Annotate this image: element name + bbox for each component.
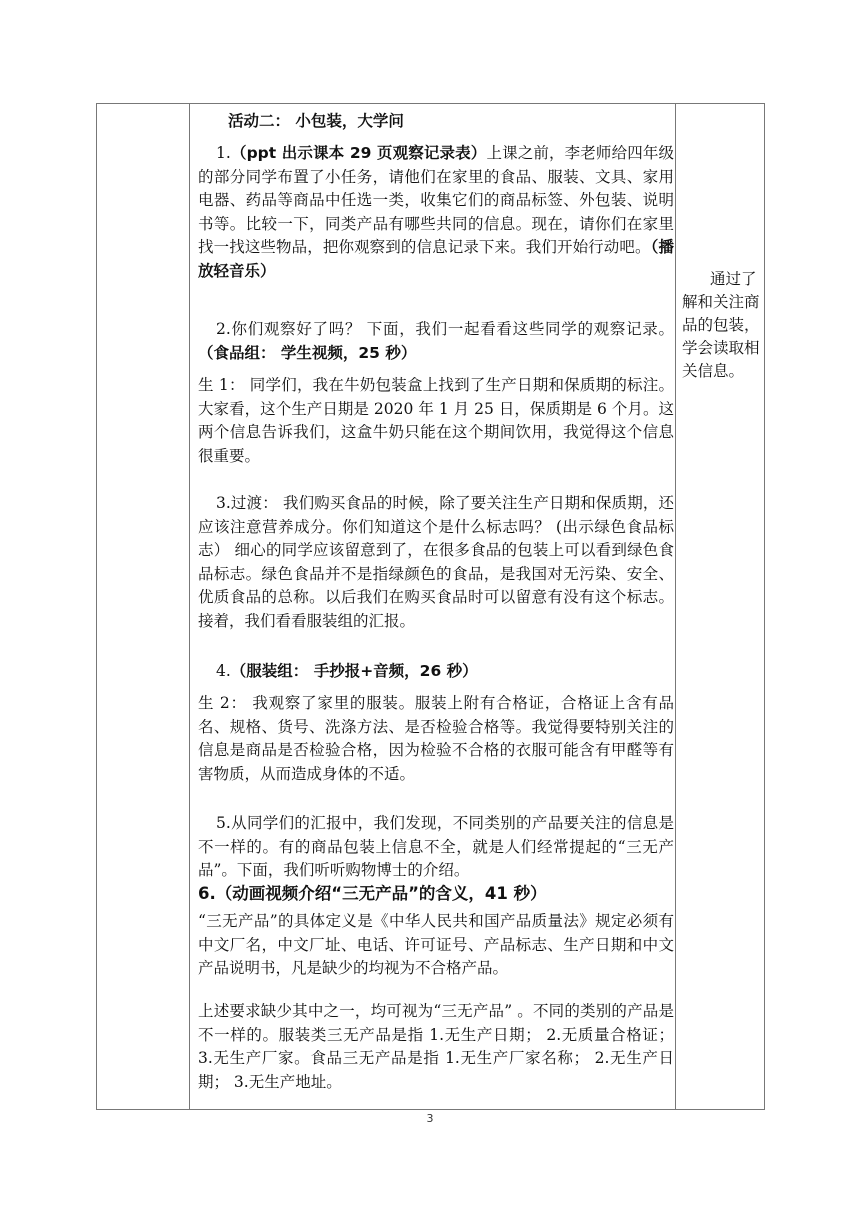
lesson-table bbox=[96, 103, 765, 1110]
paragraph-4: 4.（服装组： 手抄报+音频，26 秒） bbox=[216, 662, 478, 680]
paragraph-3: 3.过渡： 我们购买食品的时候，除了要关注生产日期和保质期，还应该注意营养成分。你们知道这个是什么标志吗？ (出示绿色食品标志） 细心的同学应该留意到了，在很多食品的包装上可以看到绿色食品标志。绿色食品并不是指绿颜色的食品，是我国对无污染、安全、优质食品的总称。以后我们在购买食品时可以留意有没有这个标志。接着，我们看看服装组的汇报。 bbox=[198, 494, 674, 630]
column-divider bbox=[189, 104, 190, 1109]
paragraph-5: 5.从同学们的汇报中，我们发现，不同类别的产品要关注的信息是不一样的。有的商品包装上信息不全，就是人们经常提起的“三无产品”。下面，我们听听购物博士的介绍。 bbox=[198, 814, 674, 880]
closing-paragraph: 上述要求缺少其中之一，均可视为“三无产品” 。不同的类别的产品是不一样的。服装类三无产品是指 1.无生产日期； 2.无质量合格证； 3.无生产厂家。食品三无产品是指 1.无生产厂家名称； 2.无生产日期； 3.无生产地址。 bbox=[198, 1002, 674, 1091]
definition-paragraph: “三无产品”的具体定义是《中华人民共和国产品质量法》规定必须有中文厂名，中文厂址、电话、许可证号、产品标志、生产日期和中文产品说明书，凡是缺少的均视为不合格产品。 bbox=[198, 912, 674, 978]
activity-title: 活动二： 小包装，大学问 bbox=[228, 112, 404, 130]
column-divider bbox=[675, 104, 676, 1109]
student-2-speech: 生 2： 我观察了家里的服装。服装上附有合格证，合格证上含有品名、规格、货号、洗涤方法、是否检验合格等。我觉得要特别关注的信息是商品是否检验合格，因为检验不合格的衣服可能含有甲醛等有害物质，从而造成身体的不适。 bbox=[198, 694, 674, 783]
paragraph-2: 2.你们观察好了吗？ 下面，我们一起看看这些同学的观察记录。（食品组： 学生视频，25 秒） bbox=[198, 320, 674, 362]
side-note-text: 通过了解和关注商品的包装，学会读取相关信息。 bbox=[682, 270, 760, 380]
design-intent-note bbox=[682, 268, 762, 383]
paragraph-1: 1.（ppt 出示课本 29 页观察记录表）上课之前，李老师给四年级的部分同学布置了小任务，请他们在家里的食品、服装、文具、家用电器、药品等商品中任选一类，收集它们的商品标签、外包装、说明书等。比较一下，同类产品有哪些共同的信息。现在，请你们在家里找一找这些物品，把你观察到的信息记录下来。我们开始行动吧。（播放轻音乐） bbox=[198, 144, 674, 280]
student-1-speech: 生 1： 同学们，我在牛奶包装盒上找到了生产日期和保质期的标注。大家看，这个生产日期是 2020 年 1 月 25 日，保质期是 6 个月。这两个信息告诉我们，这盒牛奶只能在这个期间饮用，我觉得这个信息很重要。 bbox=[198, 376, 674, 465]
page-number: 3 bbox=[426, 1112, 434, 1125]
paragraph-6-heading: 6.（动画视频介绍“三无产品”的含义，41 秒） bbox=[198, 884, 547, 903]
